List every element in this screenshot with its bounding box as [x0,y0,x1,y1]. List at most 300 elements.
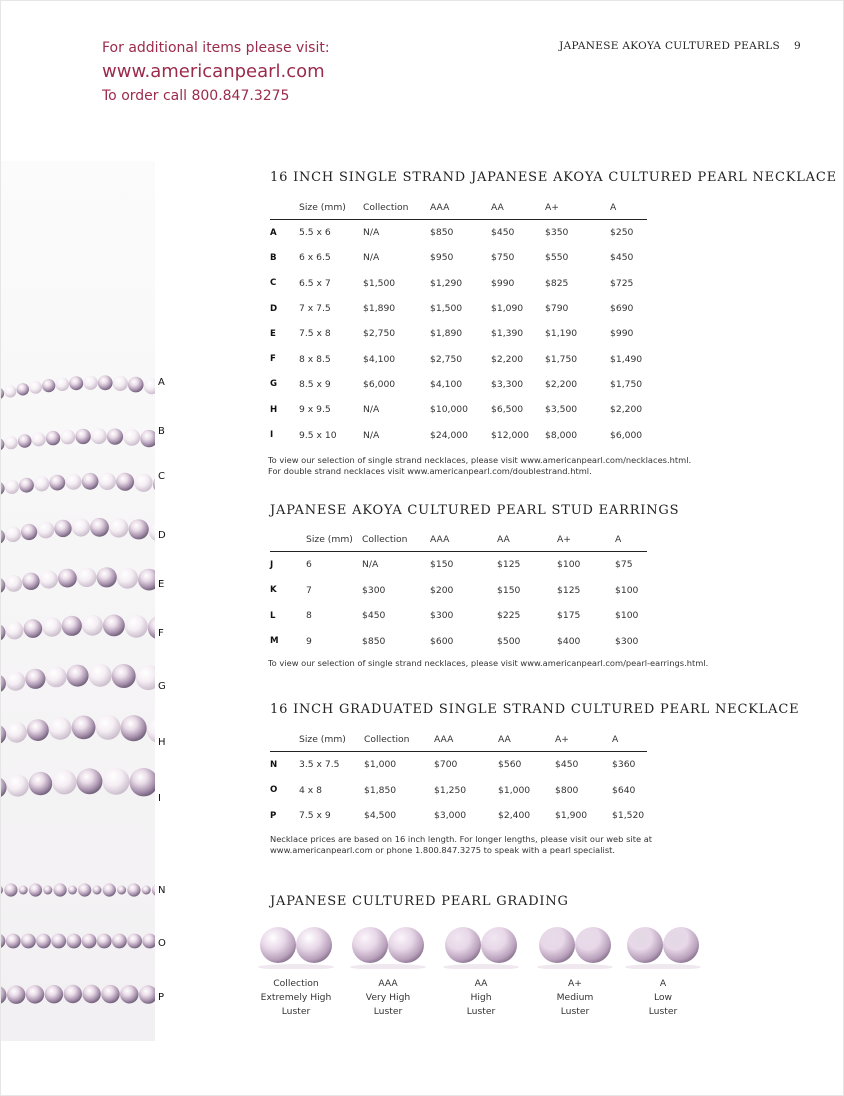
necklace-section-title: 16 INCH SINGLE STRAND JAPANESE AKOYA CULTURED PEARL NECKLACE [270,170,837,185]
table-cell: $1,490 [610,353,643,365]
pearl [32,432,46,446]
table-row [270,778,647,804]
pearl [144,378,155,394]
table-cell: $4,100 [430,378,463,390]
graduated-col-header: A [612,733,647,752]
strand-label: O [158,938,166,949]
pearl [7,986,25,1004]
necklace-col-header [270,201,299,220]
pearl [117,568,138,589]
table-cell: 6.5 x 7 [299,277,331,289]
pearl [1,674,6,693]
table-cell: 8 x 8.5 [299,353,331,365]
grade-caption [256,977,336,1019]
earrings-col-header: A [615,533,647,552]
table-cell: $1,890 [363,303,396,315]
pearl [5,436,18,449]
row-label: J [270,559,274,570]
table-cell: $1,900 [555,810,588,822]
earrings-col-header: AAA [430,533,497,552]
pearl [6,722,27,743]
necklace-col-header: Size (mm) [299,201,363,220]
table-cell: $550 [545,252,569,264]
pearl [64,985,82,1003]
pearl [99,473,116,490]
table-cell: $225 [497,610,521,622]
table-cell: $8,000 [545,429,578,441]
table-cell: 4 x 8 [299,784,322,796]
table-cell: $1,520 [612,810,645,822]
pearl [1,529,5,544]
pearl [29,772,52,795]
table-cell: $6,000 [610,429,643,441]
table-cell: $3,300 [491,378,524,390]
pearl [112,664,136,688]
pearl [1,934,5,949]
pearl [152,883,155,896]
pearl-pair-image [441,923,521,969]
table-cell: $560 [498,759,522,771]
table-row [270,578,647,604]
pearl [40,570,58,588]
table-row [270,422,647,447]
earrings-price-table [270,533,647,654]
table-cell: $1,750 [545,353,578,365]
graduated-price-table [270,733,647,829]
pearl [46,666,67,687]
pearl [6,934,21,949]
table-cell: $3,000 [434,810,467,822]
pearl-pair-image [348,923,428,969]
pearl [93,886,102,895]
pearl-strand [1,715,155,745]
pearl [153,475,155,494]
pearl-strands-illustration [1,1,155,1096]
grade-luster-level: Low [653,992,673,1003]
row-label: I [270,430,274,441]
table-cell: $100 [615,584,639,596]
pearl [69,376,83,390]
pearl [56,377,70,391]
graduated-col-header: A+ [555,733,612,752]
table-cell: $2,400 [498,810,531,822]
graduated-col-header: AA [498,733,555,752]
table-cell: $600 [430,635,454,647]
pearl [37,522,54,539]
necklace-col-header: A [610,201,647,220]
table-cell: $790 [545,303,569,315]
row-label: H [270,404,278,415]
pearl [89,664,112,687]
table-cell: 7 x 7.5 [299,303,331,315]
pearl [1,986,7,1004]
grade-luster-word: Luster [373,1006,403,1017]
table-cell: 9 x 9.5 [299,404,331,416]
pearl [128,377,144,393]
pearl [445,927,481,963]
table-cell: $75 [615,559,633,571]
table-cell: $450 [555,759,579,771]
pearl [627,927,663,963]
pearl [27,719,49,741]
pearl-strand [1,615,155,642]
necklace-price-table [270,201,647,448]
pearl [54,883,67,896]
pearl [6,622,24,640]
earrings-col-header: A+ [557,533,615,552]
pearl [19,478,34,493]
pearl [51,934,66,949]
table-row [270,245,647,270]
pearl [58,569,77,588]
row-label: N [270,759,278,770]
pearl [139,985,155,1003]
pearl [67,934,82,949]
pearl [142,934,155,949]
table-cell: $750 [491,252,515,264]
strand-label: D [158,530,166,541]
table-cell: 6 [306,559,312,571]
pearl [539,927,575,963]
strand-label: C [158,471,165,482]
pearl [49,475,65,491]
pearl [17,383,29,395]
table-row [270,803,647,829]
table-cell: $2,200 [491,353,524,365]
pearl [121,715,147,741]
graduated-col-header [270,733,299,752]
row-label: F [270,354,276,365]
table-row [270,752,647,778]
pearl [90,518,109,537]
pearl [78,883,91,896]
pearl [29,381,42,394]
pearl [112,934,127,949]
pearl [25,669,45,689]
table-cell: $500 [497,635,521,647]
row-label: K [270,585,277,596]
grade-name: Collection [273,978,319,989]
strand-label: N [158,885,166,896]
pearl [68,886,77,895]
pearl [82,473,99,490]
pearl [127,883,140,896]
earrings-col-header [270,533,306,552]
strand-label: A [158,377,165,388]
grade-caption [441,977,521,1019]
pearl [45,985,63,1003]
running-title: JAPANESE AKOYA CULTURED PEARLS [559,40,781,52]
table-cell: $125 [557,584,581,596]
promo-text: For additional items please visit: [102,40,330,56]
table-row [270,552,647,578]
table-row [270,629,647,655]
table-cell: N/A [362,559,379,571]
pearl-strand [1,934,155,949]
table-cell: 8 [306,610,312,622]
pearl [6,671,25,690]
pearl-pair-image [535,923,615,969]
table-row [270,321,647,346]
grade-name: AAA [378,978,398,989]
pearl [72,716,96,740]
pearl [149,521,155,542]
pearl [82,615,103,636]
row-label: E [270,328,276,339]
grade-sample [441,923,521,1019]
table-cell: $150 [497,584,521,596]
grade-caption [623,977,703,1019]
table-row [270,346,647,371]
strand-label: B [158,426,165,437]
pearl [147,716,155,743]
table-cell: 9.5 x 10 [299,429,337,441]
graduated-note [270,834,652,856]
table-cell: $850 [430,227,454,239]
pearl [5,526,21,542]
pearl [36,934,51,949]
pearl-strand [1,473,155,496]
grade-caption [535,977,615,1019]
table-cell: $200 [430,584,454,596]
grade-sample [256,923,336,1019]
table-cell: $1,090 [491,303,524,315]
pearl [43,886,52,895]
table-cell: $800 [555,784,579,796]
pearl [4,883,17,896]
table-cell: $1,290 [430,277,463,289]
website-link[interactable]: www.americanpearl.com [102,61,325,82]
table-cell: $1,890 [430,328,463,340]
row-label: B [270,252,277,263]
table-cell: $12,000 [491,429,529,441]
pearl [481,927,517,963]
table-cell: $2,200 [610,404,643,416]
pearl [140,430,155,447]
row-label: L [270,610,276,621]
grade-name: A [659,978,667,989]
pearl [21,524,37,540]
grade-luster-word: Luster [560,1006,590,1017]
pearl [75,429,90,444]
graduated-note-line2: www.americanpearl.com or phone 1.800.847.3275 to speak with a pearl specialist. [270,845,616,855]
table-cell: 7 [306,584,312,596]
pearl [103,883,116,896]
table-row [270,603,647,629]
pearl [148,616,155,640]
table-cell: N/A [363,404,380,416]
pearl [352,927,388,963]
pearl [49,717,72,740]
table-row [270,271,647,296]
table-cell: 6 x 6.5 [299,252,331,264]
table-cell: $175 [557,610,581,622]
table-cell: $400 [557,635,581,647]
pearl [67,665,89,687]
necklace-col-header: AAA [430,201,491,220]
grade-luster-level: Very High [365,992,411,1003]
pearl [296,927,332,963]
pearl [18,434,32,448]
pearl [123,429,140,446]
table-cell: $450 [491,227,515,239]
table-cell: $450 [610,252,634,264]
table-cell: $1,500 [430,303,463,315]
table-cell: $6,500 [491,404,524,416]
pearl [72,518,90,536]
pearl [24,619,43,638]
pearl [130,768,156,796]
table-cell: $4,100 [363,353,396,365]
pearl [97,567,117,587]
table-cell: $300 [430,610,454,622]
pearl [109,518,128,537]
table-cell: $250 [610,227,634,239]
pearl [134,474,152,492]
grade-name: AA [474,978,488,989]
pearl [54,520,71,537]
pearl [29,883,42,896]
pearl [7,774,29,796]
pearl [127,934,142,949]
table-cell: $825 [545,277,569,289]
pearl [142,886,151,895]
earrings-col-header: Collection [362,533,430,552]
grade-luster-word: Luster [648,1006,678,1017]
pearl [83,376,97,390]
table-cell: $1,190 [545,328,578,340]
pearl [62,616,82,636]
table-cell: $125 [497,559,521,571]
table-cell: N/A [363,429,380,441]
pearl [1,725,6,745]
pearl [4,385,16,397]
table-cell: $1,750 [610,378,643,390]
grade-luster-level: Medium [556,992,594,1003]
phone-text: To order call 800.847.3275 [102,88,290,104]
table-cell: $1,000 [498,784,531,796]
graduated-col-header: Collection [364,733,434,752]
necklace-col-header: Collection [363,201,430,220]
pearl [138,569,155,591]
earrings-section-title: JAPANESE AKOYA CULTURED PEARL STUD EARRINGS [270,503,680,518]
pearl [663,927,699,963]
table-cell: $300 [362,584,386,596]
table-cell: $950 [430,252,454,264]
grade-sample [535,923,615,1019]
strand-label: E [158,579,165,590]
pearl [388,927,424,963]
earrings-col-header: Size (mm) [306,533,362,552]
table-cell: $100 [615,610,639,622]
pearl [101,985,119,1003]
table-cell: $4,500 [364,810,397,822]
pearl [129,519,149,539]
table-cell: $3,500 [545,404,578,416]
row-label: P [270,810,277,821]
pearl [1,624,6,641]
pearl [82,934,97,949]
necklace-note-line2: For double strand necklaces visit www.americanpearl.com/doublestrand.html. [268,466,592,476]
table-cell: $2,750 [363,328,396,340]
pearl-strand [1,768,155,798]
table-cell: $2,750 [430,353,463,365]
pearl-strand [1,985,155,1005]
row-label: A [270,227,277,238]
pearl-strand [1,518,155,544]
table-cell: $1,250 [434,784,467,796]
pearl-strand [1,883,155,896]
graduated-note-line1: Necklace prices are based on 16 inch length. For longer lengths, please visit our web site at [270,834,653,844]
pearl [21,934,36,949]
necklace-note [268,455,691,477]
row-label: M [270,636,279,647]
pearl [107,429,123,445]
pearl [125,615,148,638]
table-cell: $1,000 [364,759,397,771]
grade-luster-word: Luster [466,1006,496,1017]
table-cell: $10,000 [430,404,468,416]
table-cell: N/A [363,227,380,239]
pearl-strand [1,567,155,593]
table-cell: $725 [610,277,634,289]
row-label: D [270,303,278,314]
pearl [91,428,107,444]
table-cell: $24,000 [430,429,468,441]
pearl [19,886,28,895]
pearl [1,777,7,798]
table-cell: 7.5 x 8 [299,328,331,340]
pearl [42,379,55,392]
table-row [270,296,647,321]
pearl [1,388,4,400]
grade-caption [348,977,428,1019]
table-cell: $150 [430,559,454,571]
pearl [116,473,134,491]
pearl [1,886,3,895]
pearl [1,438,4,451]
table-cell: $640 [612,784,636,796]
table-cell: $360 [612,759,636,771]
pearl [22,573,39,590]
pearl [26,985,44,1003]
pearl [46,431,60,445]
page-number: 9 [794,40,801,52]
table-cell: $6,000 [363,378,396,390]
pearl-strand [1,428,155,450]
table-cell: 9 [306,635,312,647]
grade-sample [348,923,428,1019]
pearl-pair-image [623,923,703,969]
graduated-section-title: 16 INCH GRADUATED SINGLE STRAND CULTURED PEARL NECKLACE [270,702,800,717]
pearl [34,476,49,491]
table-cell: $690 [610,303,634,315]
table-cell: $850 [362,635,386,647]
strand-label: G [158,681,166,692]
pearl [98,375,113,390]
pearl [103,615,125,637]
pearl [113,376,128,391]
necklace-note-line1: To view our selection of single strand necklaces, please visit www.americanpearl.com/necklaces.html. [268,455,692,465]
pearl [5,480,19,494]
table-cell: $100 [557,559,581,571]
table-row [270,397,647,422]
pearl [103,768,130,795]
table-cell: 8.5 x 9 [299,378,331,390]
pearl [77,768,103,794]
pearl [97,934,112,949]
grade-name: A+ [568,978,582,989]
